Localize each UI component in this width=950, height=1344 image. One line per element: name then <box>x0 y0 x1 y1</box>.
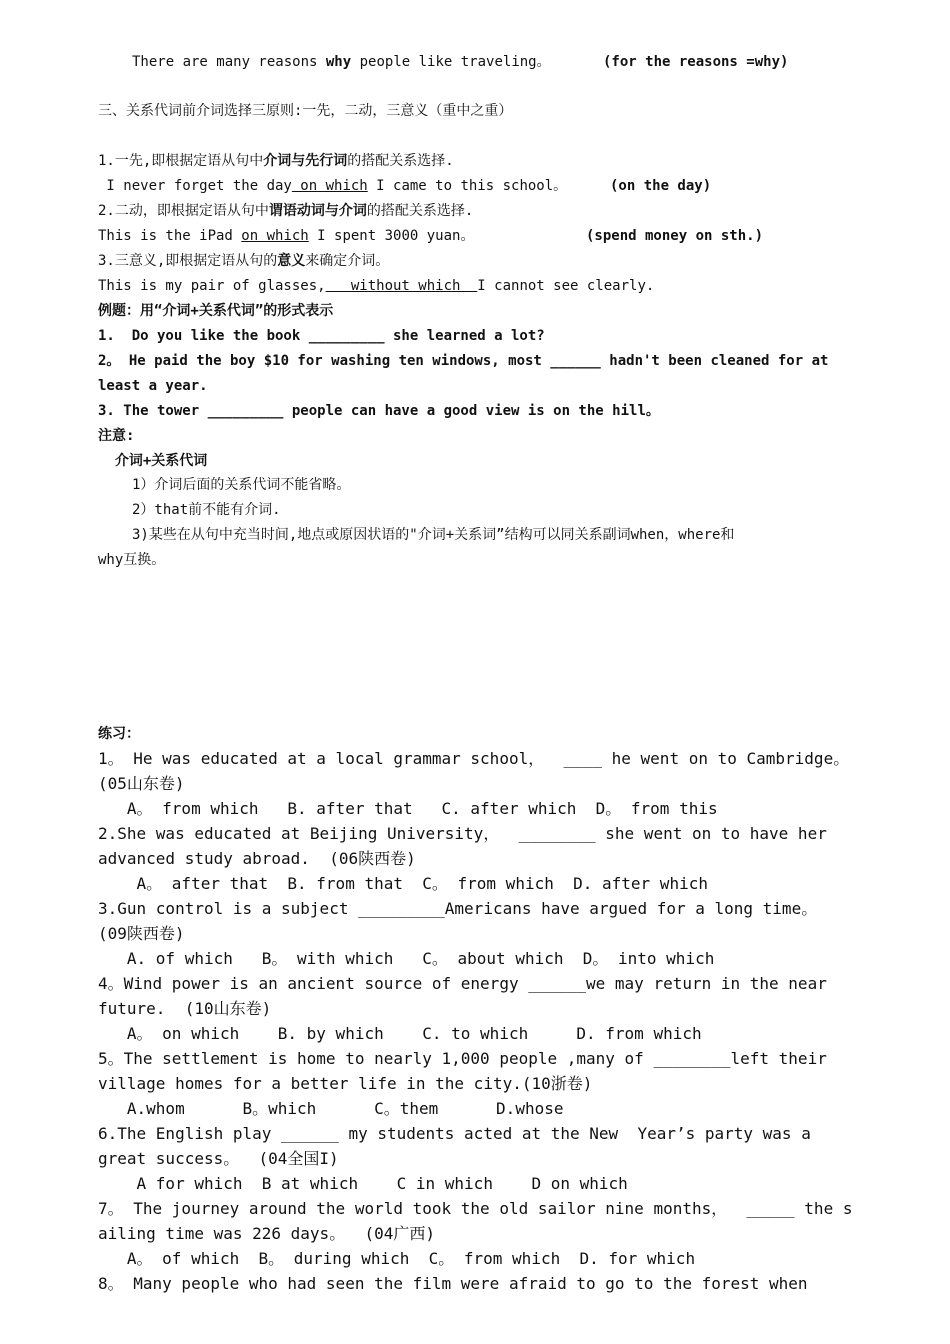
rule-1-text-a: 1.一先,即根据定语从句中 <box>98 153 264 169</box>
rule-1-note: (on the day) <box>610 178 712 194</box>
practice-line: 1。 He was educated at a local grammar school， ____ he went on to Cambridge。 <box>98 749 850 768</box>
section-title: 三、关系代词前介词选择三原则:一先，二动，三意义（重中之重） <box>98 103 513 119</box>
practice-line: A.whom B。which C。them D.whose <box>98 1099 564 1118</box>
rule-2-text-a: 2.二动，即根据定语从句中 <box>98 203 269 219</box>
practice-line: future. (10山东卷) <box>98 999 272 1018</box>
intro-text-a: There are many reasons <box>132 54 326 70</box>
practice-line: ailing time was 226 days。 (04广西) <box>98 1224 435 1243</box>
practice-line: 8。 Many people who had seen the film were afraid to go to the forest when <box>98 1274 808 1293</box>
practice-line: 5。The settlement is home to nearly 1,000 people ,many of ________left their <box>98 1049 827 1068</box>
rule-1-text-c: 的搭配关系选择. <box>347 153 454 169</box>
intro-note: (for the reasons =why) <box>603 54 789 70</box>
notes-title: 注意: <box>98 428 135 444</box>
practice-line: (09陕西卷) <box>98 924 185 943</box>
note-3-line-2: why互换。 <box>98 552 166 568</box>
practice-line: 2.She was educated at Beijing University， ________ she went on to have her <box>98 824 827 843</box>
ex2-underlined: on which <box>241 228 309 244</box>
notes-subtitle: 介词+关系代词 <box>98 453 208 469</box>
example-question-3: 3. The tower _________ people can have a good view is on the hill。 <box>98 403 660 419</box>
practice-line: 3.Gun control is a subject _________Americans have argued for a long time。 <box>98 899 818 918</box>
practice-line: 6.The English play ______ my students acted at the New Year’s party was a <box>98 1124 811 1143</box>
practice-line: (05山东卷) <box>98 774 185 793</box>
examples-title: 例题：用“介词+关系代词”的形式表示 <box>98 303 334 319</box>
intro-text-c: people like traveling。 <box>351 54 551 70</box>
rule-3-text-c: 来确定介词。 <box>305 253 390 269</box>
practice-title: 练习： <box>98 726 140 742</box>
rule-3-example <box>98 276 858 296</box>
rule-2-note: (spend money on sth.) <box>586 228 764 244</box>
ex3-text-c: I cannot see clearly. <box>477 278 655 294</box>
example-question-2-line-1: 2。 He paid the boy $10 for washing ten windows, most ______ hadn't been cleaned for at <box>98 353 829 369</box>
rule-1 <box>98 151 858 171</box>
rule-2 <box>98 201 858 221</box>
practice-line: great success。 (04全国I) <box>98 1149 339 1168</box>
ex3-text-a: This is my pair of glasses, <box>98 278 326 294</box>
practice-line: village homes for a better life in the city.(10浙卷) <box>98 1074 593 1093</box>
practice-line: A for which B at which C in which D on which <box>98 1174 628 1193</box>
note-3-line-1: 3)某些在从句中充当时间,地点或原因状语的"介词+关系词”结构可以同关系副词when，where和 <box>132 527 735 543</box>
example-question-2-line-2: least a year. <box>98 378 208 394</box>
intro-keyword: why <box>325 54 352 70</box>
practice-line: 7。 The journey around the world took the old sailor nine months， _____ the s <box>98 1199 853 1218</box>
note-1: 1）介词后面的关系代词不能省略。 <box>132 477 351 493</box>
rule-3-keyword: 意义 <box>277 253 306 269</box>
rule-2-keyword: 谓语动词与介词 <box>268 203 367 219</box>
ex1-text-c: I came to this school。 <box>367 178 568 194</box>
practice-line: 4。Wind power is an ancient source of energy ______we may return in the near <box>98 974 827 993</box>
rule-2-text-c: 的搭配关系选择. <box>366 203 474 219</box>
ex2-text-c: I spent 3000 yuan。 <box>308 228 475 244</box>
ex1-text-a: I never forget the day <box>98 178 292 194</box>
ex3-underlined: without which <box>325 278 478 294</box>
practice-line: A。 from which B. after that C. after which D。 from this <box>98 799 718 818</box>
practice-line: advanced study abroad. (06陕西卷) <box>98 849 416 868</box>
ex2-text-a: This is the iPad <box>98 228 242 244</box>
practice-line: A。 of which B。 during which C。 from which D. for which <box>98 1249 696 1268</box>
note-2: 2）that前不能有介词. <box>132 502 281 518</box>
rule-3-text-a: 3.三意义,即根据定语从句的 <box>98 253 278 269</box>
rule-3 <box>98 251 858 271</box>
practice-line: A。 after that B. from that C。 from which D. after which <box>98 874 708 893</box>
ex1-underlined: on which <box>291 178 368 194</box>
example-question-1: 1. Do you like the book _________ she learned a lot? <box>98 328 545 344</box>
rule-1-keyword: 介词与先行词 <box>263 153 348 169</box>
practice-line: A。 on which B. by which C. to which D. from which <box>98 1024 702 1043</box>
practice-line: A. of which B。 with which C。 about which D。 into which <box>98 949 715 968</box>
